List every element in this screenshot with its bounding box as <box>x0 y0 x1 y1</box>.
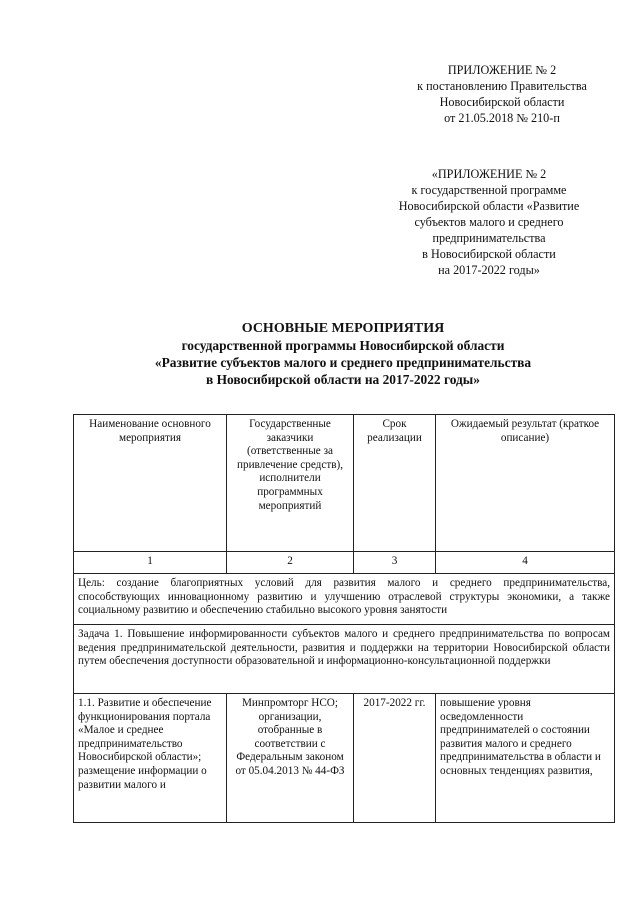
program-appendix-line: к государственной программе <box>411 183 567 197</box>
goal-cell: Цель: создание благоприятных условий для развития малого и среднего предпринимательства, способствующих инновационному развитию и улучшению отраслевой структуры экономики, а также социальному развитию и обеспечению стабильно высокого уровня занятости <box>74 574 615 625</box>
header-cell: Ожидаемый результат (краткое описание) <box>436 415 615 552</box>
result-cell: повышение уровня осведомленности предпринимателей о состоянии развития малого и среднего предпринимательства в области и основных тенденциях развития, <box>436 694 615 823</box>
customer-cell: Минпромторг НСО; организации, отобранные в соответствии с Федеральным законом от 05.04.2013 № 44-ФЗ <box>227 694 354 823</box>
measures-table <box>73 414 615 823</box>
appendix-header <box>384 62 620 126</box>
column-number-cell: 3 <box>354 552 436 574</box>
program-appendix-line: предпринимательства <box>432 231 546 245</box>
column-number-row <box>74 552 615 574</box>
program-appendix-line: в Новосибирской области <box>422 247 556 261</box>
table-header-row <box>74 415 615 552</box>
column-number-cell: 4 <box>436 552 615 574</box>
title-line: «Развитие субъектов малого и среднего предпринимательства <box>154 355 532 370</box>
header-cell: Наименование основного мероприятия <box>74 415 227 552</box>
goal-row <box>74 574 615 625</box>
title-line: государственной программы Новосибирской области <box>181 338 505 353</box>
appendix-line: от 21.05.2018 № 210-п <box>444 111 560 125</box>
column-number-cell: 1 <box>74 552 227 574</box>
program-appendix-line: на 2017-2022 годы» <box>438 263 540 277</box>
header-cell: Государственные заказчики (ответственные за привлечение средств), исполнители программных мероприятий <box>227 415 354 552</box>
column-number-cell: 2 <box>227 552 354 574</box>
header-cell: Срок реализации <box>354 415 436 552</box>
task-row <box>74 625 615 694</box>
program-appendix-header <box>362 166 616 278</box>
term-cell: 2017-2022 гг. <box>354 694 436 823</box>
program-appendix-line: субъектов малого и среднего <box>414 215 564 229</box>
title-line: ОСНОВНЫЕ МЕРОПРИЯТИЯ <box>241 321 445 336</box>
program-appendix-line: «ПРИЛОЖЕНИЕ № 2 <box>431 167 547 181</box>
appendix-line: ПРИЛОЖЕНИЕ № 2 <box>447 63 557 77</box>
table-row <box>74 694 615 823</box>
title-line: в Новосибирской области на 2017-2022 годы» <box>206 372 480 387</box>
program-appendix-line: Новосибирской области «Развитие <box>398 199 580 213</box>
measure-name-cell: 1.1. Развитие и обеспечение функционирования портала «Малое и среднее предпринимательство Новосибирской области»; размещение информации о развитии малого и <box>74 694 227 823</box>
appendix-line: к постановлению Правительства <box>417 79 587 93</box>
document-title <box>80 320 606 388</box>
appendix-line: Новосибирской области <box>439 95 565 109</box>
task-cell: Задача 1. Повышение информированности субъектов малого и среднего предпринимательства по вопросам ведения предпринимательской деятельности, развития и поддержки на территории Новосибирской области путем обеспечения доступности образовательной и информационно-консультационной поддержки <box>74 625 615 694</box>
